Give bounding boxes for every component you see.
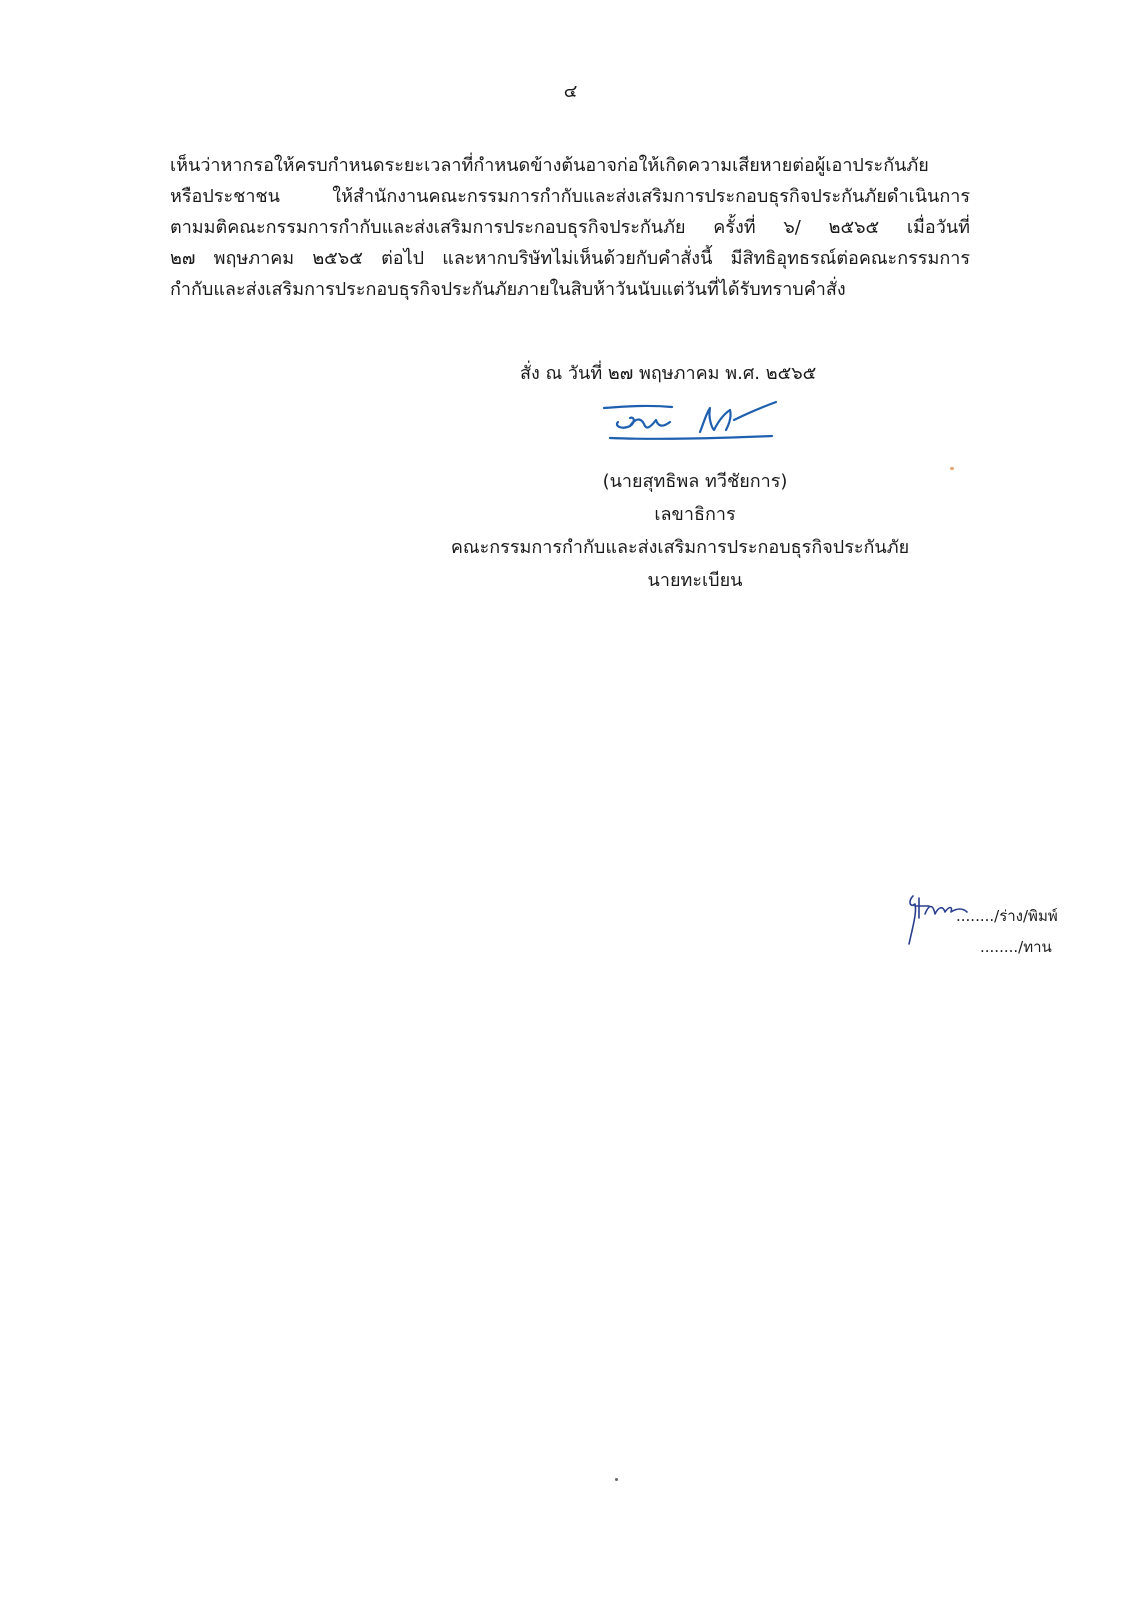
signer-title: เลขาธิการ (654, 504, 736, 525)
body-line: กำกับและส่งเสริมการประกอบธุรกิจประกันภัยภายในสิบห้าวันนับแต่วันที่ได้รับทราบคำสั่ง (170, 279, 846, 300)
body-line: ๒๗ พฤษภาคม ๒๕๖๕ ต่อไป และหากบริษัทไม่เห็นด้วยกับคำสั่งนี้ มีสิทธิอุทธรณ์ต่อคณะกรรมการ (170, 248, 970, 269)
body-line: เห็นว่าหากรอให้ครบกำหนดระยะเวลาที่กำหนดข้างต้นอาจก่อให้เกิดความเสียหายต่อผู้เอาประกันภัย (170, 155, 929, 176)
body-line: ตามมติคณะกรรมการกำกับและส่งเสริมการประกอบธุรกิจประกันภัย ครั้งที่ ๖/ ๒๕๖๕ เมื่อวันที่ (170, 217, 970, 238)
drafter-mark: ......../ร่าง/พิมพ์ (956, 907, 1058, 925)
signer-role: นายทะเบียน (647, 570, 743, 591)
body-paragraph (170, 150, 970, 305)
handwritten-signature (600, 400, 790, 458)
body-line: หรือประชาชน ให้สำนักงานคณะกรรมการกำกับและส่งเสริมการประกอบธุรกิจประกันภัยดำเนินการ (170, 186, 970, 207)
order-date: สั่ง ณ วันที่ ๒๗ พฤษภาคม พ.ศ. ๒๕๖๕ (520, 363, 817, 384)
signer-organization: คณะกรรมการกำกับและส่งเสริมการประกอบธุรกิจประกันภัย (450, 537, 910, 558)
scan-dot (615, 1478, 618, 1481)
typist-mark: ......../ทาน (980, 938, 1052, 956)
signer-name: (นายสุทธิพล ทวีชัยการ) (602, 471, 788, 492)
page-number: ๔ (563, 81, 578, 102)
ink-speck (950, 467, 954, 470)
signer-block (430, 465, 930, 597)
